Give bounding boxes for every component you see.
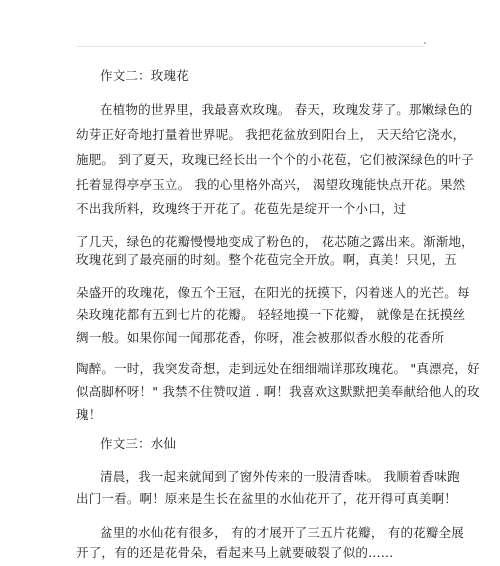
p4-line-3: 瑰！ <box>76 407 102 422</box>
p4-line-2: 似高脚杯呀！" 我禁不住赞叹道 . 啊！我喜欢这默默把美奉献给他人的玫 <box>76 384 480 399</box>
p1-line-2: 幼芽正好奇地打量着世界呢。 我把花盆放到阳台上， 天天给它浇水， <box>76 127 466 142</box>
p5-line-2: 出门一看。啊！原来是生长在盆里的水仙花开了，花开得可真美啊！ <box>76 491 458 506</box>
p1-line-3: 施肥。 到了夏天，玫瑰已经长出一个个的小花苞，它们被深绿色的叶子 <box>76 152 474 167</box>
corner-mark <box>424 42 426 44</box>
p3-line-3: 绸一般。如果你闻一闻那花香，你呀，准会被那似香水般的花香所 <box>76 330 445 345</box>
p3-line-1: 朵盛开的玫瑰花，像五个王冠，在阳光的抚摸下，闪着迷人的光芒。每 <box>76 285 470 300</box>
p5-line-1: 清晨，我一起来就闻到了窗外传来的一股清香味。 我顺着香味跑 <box>100 469 460 484</box>
essay3-title: 作文三：水仙 <box>100 436 177 451</box>
p2-line-2: 玫瑰花到了最亮丽的时刻。整个花苞完全开放。啊，真美！只见，五 <box>76 252 458 267</box>
top-divider <box>76 46 424 47</box>
p4-line-1: 陶醉。一时，我突发奇想，走到远处在细细端详那玫瑰花。 "真漂亮，好 <box>76 361 480 376</box>
p3-line-2: 朵玫瑰花都有五到七片的花瓣。 轻轻地摸一下花瓣， 就像是在抚摸丝 <box>76 307 466 322</box>
essay2-title: 作文二：玫瑰花 <box>100 68 189 83</box>
p6-line-2: 开了，有的还是花骨朵，看起来马上就要破裂了似的…… <box>76 545 394 560</box>
p1-line-5: 不出我所料，玫瑰终于开花了。花苞先是绽开一个小口，过 <box>76 201 407 216</box>
p6-line-1: 盆里的水仙花有很多， 有的才展开了三五片花瓣， 有的花瓣全展 <box>100 525 464 540</box>
p2-line-1: 了几天，绿色的花瓣慢慢地变成了粉色的， 花芯随之露出来。渐渐地， <box>76 234 474 249</box>
p1-line-4: 托着显得亭亭玉立。 我的心里格外高兴， 渴望玫瑰能快点开花。果然 <box>76 177 466 192</box>
p1-line-1: 在植物的世界里，我最喜欢玫瑰。 春天，玫瑰发芽了。那嫩绿色的 <box>100 102 473 117</box>
